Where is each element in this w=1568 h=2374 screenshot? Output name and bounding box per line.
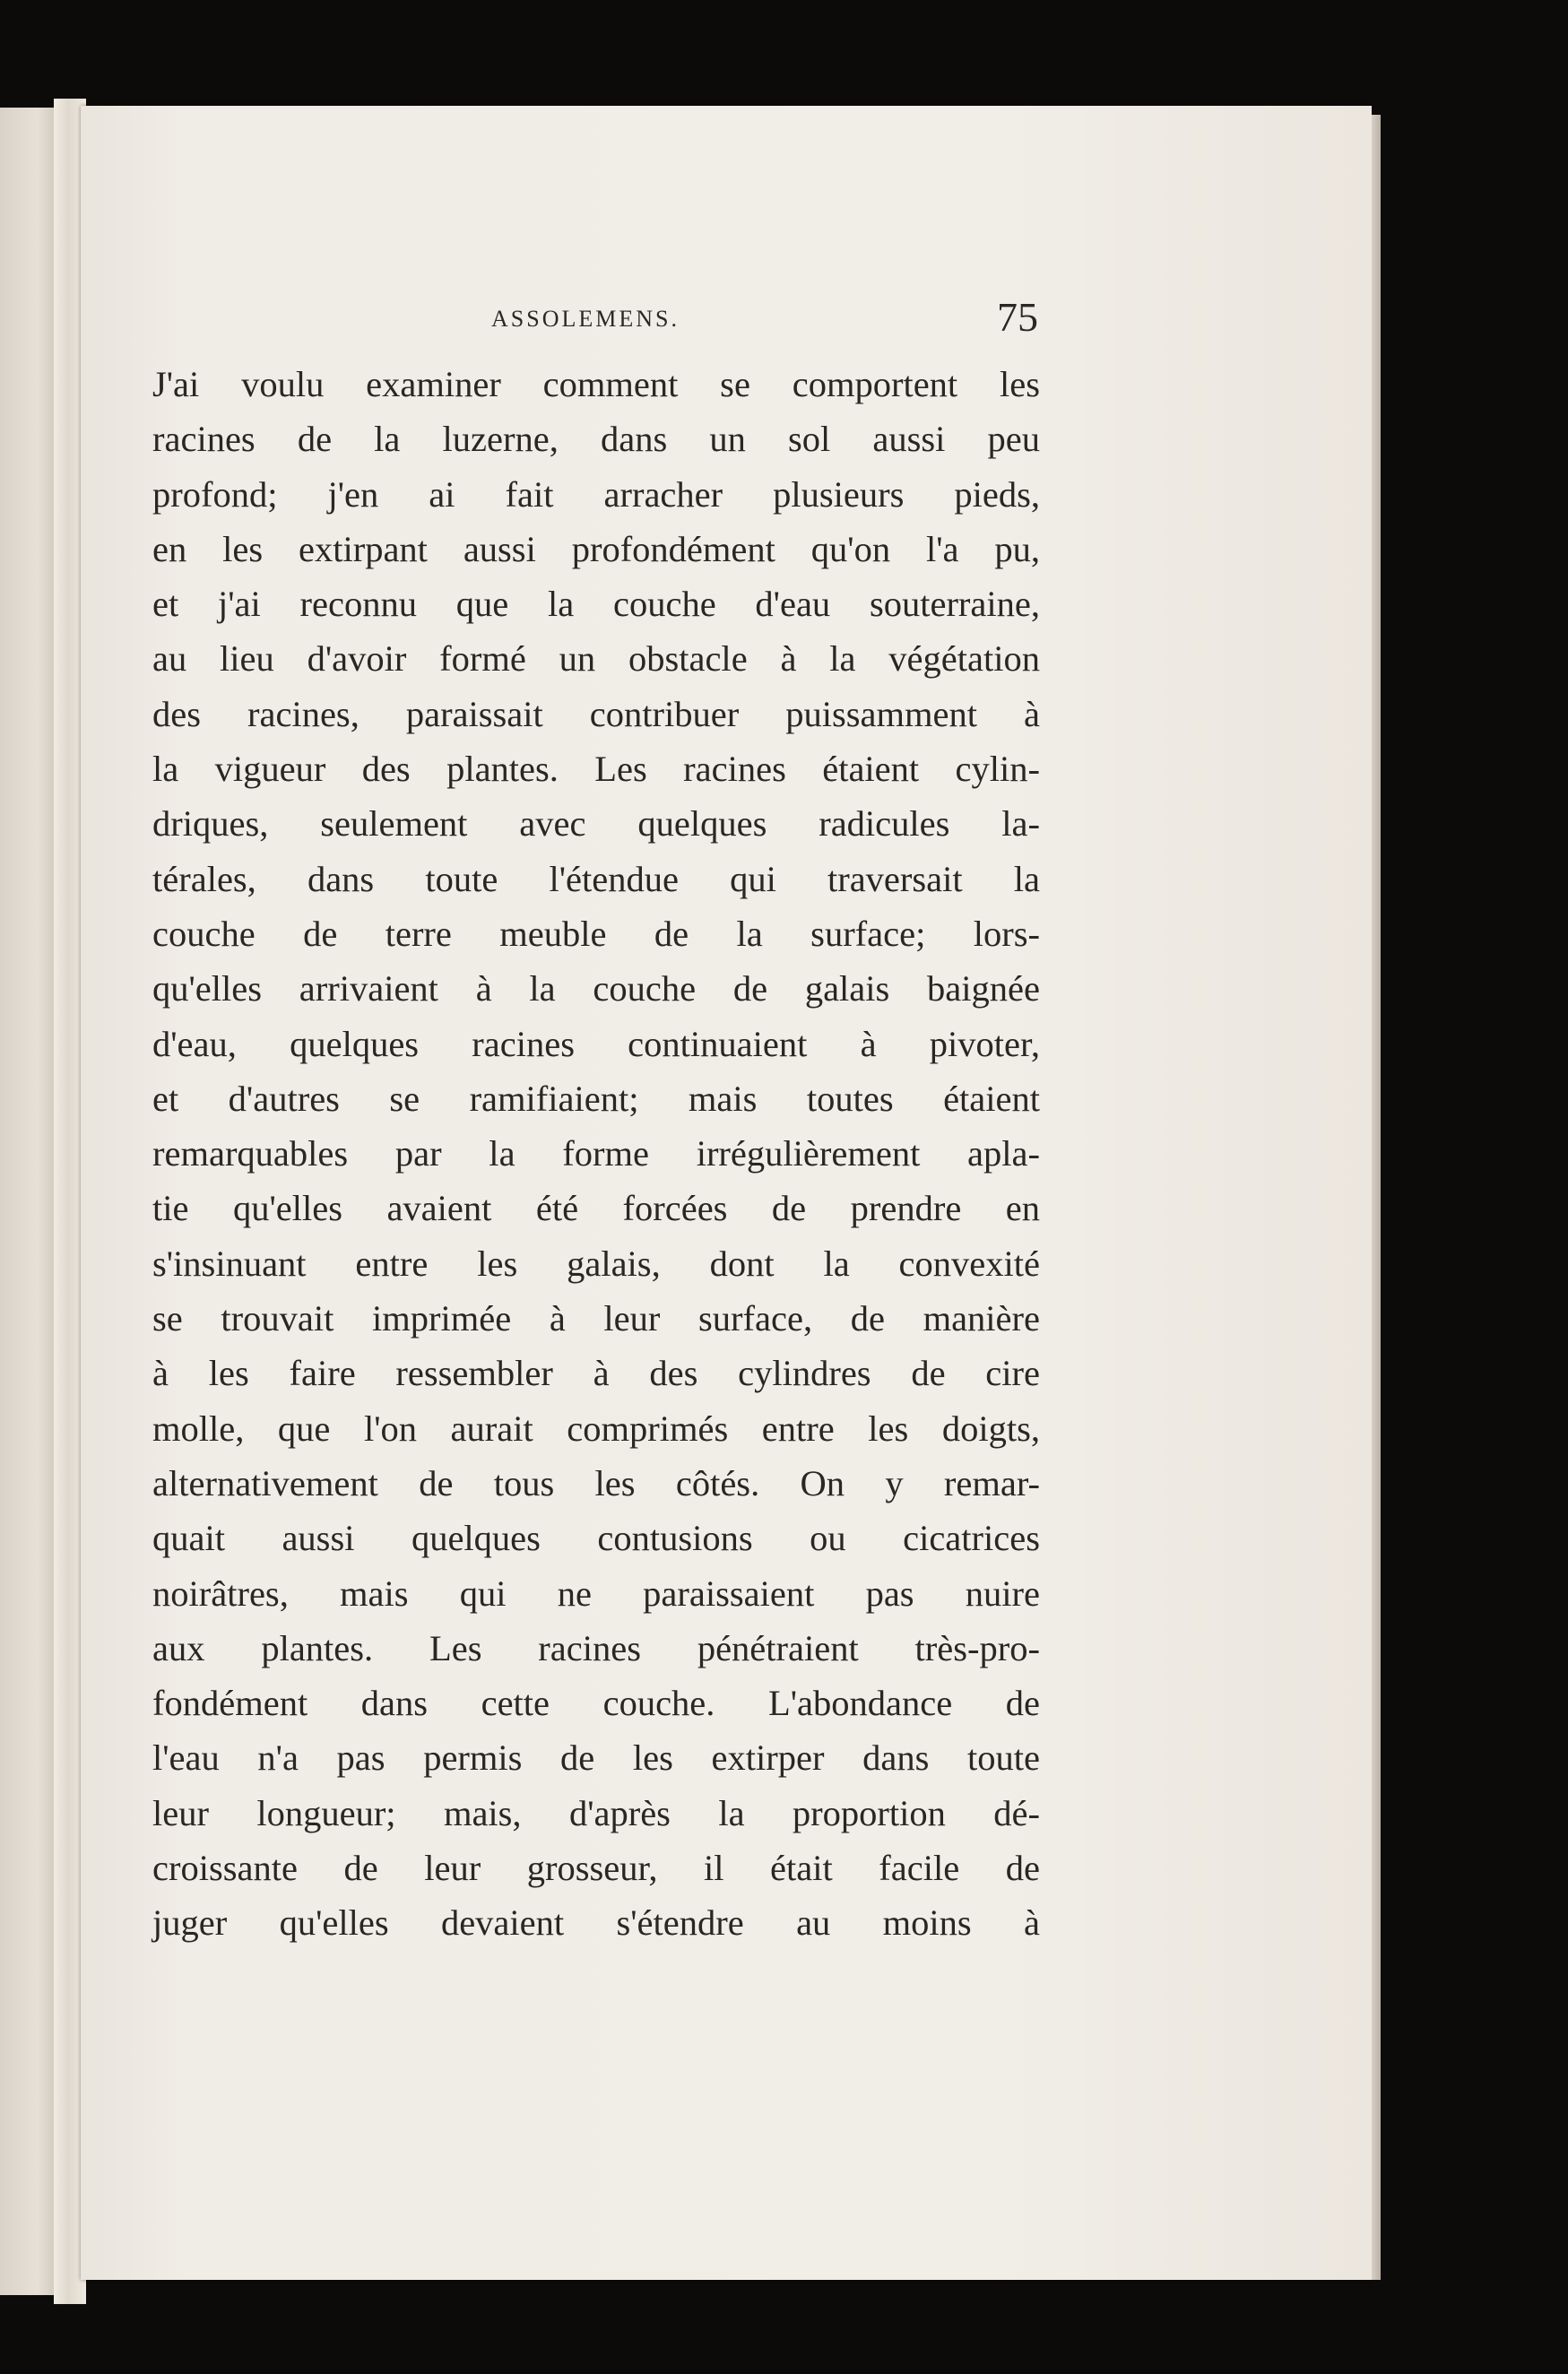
running-head bbox=[411, 294, 1038, 354]
text-line: noirâtres, mais qui ne paraissaient pas nuire bbox=[152, 1573, 1040, 1614]
text-line: et d'autres se ramifiaient; mais toutes étaient bbox=[152, 1078, 1040, 1119]
text-line: la vigueur des plantes. Les racines étaient cylin- bbox=[152, 749, 1040, 790]
text-line: alternativement de tous les côtés. On y remar- bbox=[152, 1462, 1040, 1503]
text-line: quait aussi quelques contusions ou cicatrices bbox=[152, 1518, 1040, 1559]
text-line: et j'ai reconnu que la couche d'eau souterraine, bbox=[152, 584, 1040, 625]
text-line: s'insinuant entre les galais, dont la convexité bbox=[152, 1243, 1040, 1284]
page-number: 75 bbox=[997, 294, 1038, 340]
page-fore-edge bbox=[1372, 115, 1381, 2280]
text-line: racines de la luzerne, dans un sol aussi peu bbox=[152, 419, 1040, 460]
text-line: térales, dans toute l'étendue qui traversait la bbox=[152, 858, 1040, 899]
text-line: se trouvait imprimée à leur surface, de manière bbox=[152, 1298, 1040, 1339]
text-line: des racines, paraissait contribuer puissamment à bbox=[152, 693, 1040, 734]
body-text bbox=[152, 357, 1040, 1951]
text-line: couche de terre meuble de la surface; lors- bbox=[152, 913, 1040, 954]
text-line: molle, que l'on aurait comprimés entre les doigts, bbox=[152, 1408, 1040, 1449]
text-line: l'eau n'a pas permis de les extirper dans toute bbox=[152, 1737, 1040, 1779]
text-line: profond; j'en ai fait arracher plusieurs pieds, bbox=[152, 473, 1040, 515]
text-line: juger qu'elles devaient s'étendre au moins à bbox=[152, 1902, 1040, 1944]
text-line: à les faire ressembler à des cylindres de cire bbox=[152, 1353, 1040, 1394]
text-line: leur longueur; mais, d'après la proportion dé- bbox=[152, 1792, 1040, 1833]
text-line: qu'elles arrivaient à la couche de galais baignée bbox=[152, 968, 1040, 1009]
text-line: J'ai voulu examiner comment se comportent les bbox=[152, 364, 1040, 404]
text-line: au lieu d'avoir formé un obstacle à la végétation bbox=[152, 638, 1040, 680]
text-line: remarquables par la forme irrégulièrement apla- bbox=[152, 1133, 1040, 1174]
text-line: fondément dans cette couche. L'abondance de bbox=[152, 1683, 1040, 1724]
text-line: driques, seulement avec quelques radicules la- bbox=[152, 803, 1040, 845]
running-title: ASSOLEMENS. bbox=[491, 306, 680, 332]
text-line: d'eau, quelques racines continuaient à pivoter, bbox=[152, 1023, 1040, 1064]
text-line: en les extirpant aussi profondément qu'on l'a pu, bbox=[152, 528, 1040, 569]
text-line: croissante de leur grosseur, il était facile de bbox=[152, 1848, 1040, 1889]
text-line: aux plantes. Les racines pénétraient très-pro- bbox=[152, 1627, 1040, 1668]
text-line: tie qu'elles avaient été forcées de prendre en bbox=[152, 1188, 1040, 1229]
